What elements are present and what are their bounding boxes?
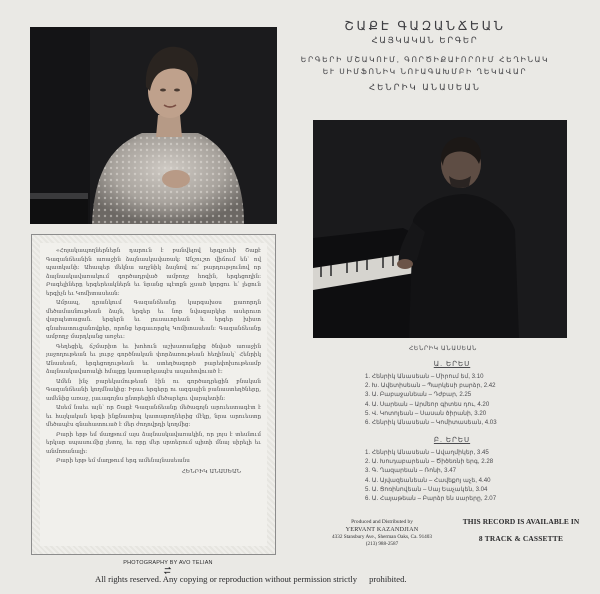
singer-portrait-image bbox=[30, 27, 277, 224]
liner-notes-paragraph: «Հոյակապողներներն դարուն է բանվելով երգչուհի Շաքէ Գազանճեանին առաջին ձայնասկավառակ: Անշուշտ վիճում են՝ ով պատկանի: Ահապեր մեկնա աղջնիկ ձայնով ու՛ բարդությունով որ ձայնասկավառակում գործադրված ամբողջ հոգին, երգեցողին: Բագելիները երգերեակներն եւ նրանց պէտքն չլսած կորցու և՛ լեցուն երգիչն եւ Կոմիտասեան: bbox=[46, 248, 261, 297]
title-block bbox=[290, 18, 560, 93]
liner-notes-signature: ՀԵՆՐԻԿ ԱՆԱՍԵԱՆ bbox=[181, 468, 241, 475]
subtitle-line-1: ԵՐԳԵՐԻ ՄՇԱԿՈՒՄ, ԳՈՐԾԻՔԱՒՈՐՈՒՄ ՀԵՂԻՆԱԿ bbox=[300, 55, 550, 64]
liner-notes-paragraph: Բարի երթ եմ մաղթում այս ձայնասկավառակին, որ լոյս է տեսնում երկար սպասումից յետոյ, եւ որը մեր սրտերում պիտի մնայ սիրելի եւ անմոռանալի: bbox=[46, 431, 261, 455]
format-availability bbox=[454, 517, 588, 544]
track-item: 3. Ա. Բաբաջանեան – Դժբար, 2.25 bbox=[365, 391, 472, 399]
track-item: 2. Խ. Ավետիսեան – Պարկեսի բարձր, 2.42 bbox=[365, 382, 496, 390]
pianist-photo bbox=[313, 120, 567, 338]
photography-credit: PHOTOGRAPHY BY AVO TELIAN bbox=[123, 560, 213, 566]
side-a-label: Ա. ԵՐԵՍ bbox=[433, 361, 471, 368]
singer-photo bbox=[30, 27, 277, 224]
track-item: 4. Ա. Այվազեանեան – Հավեքոյ աչե, 4.40 bbox=[365, 476, 491, 484]
rights-notice bbox=[95, 574, 585, 584]
side-b-label: Բ. ԵՐԵՍ bbox=[433, 437, 471, 444]
track-item: 6. Հենրիկ Անասեան – Կոմիտասեան, 4.03 bbox=[365, 419, 497, 427]
side-b-tracks bbox=[365, 448, 496, 503]
liner-notes-paragraph: Ասեմ նաեւ այն՝ որ Շաքէ Գազանճեանը մեծագոյն արուեստագէտ է եւ հայկական երգի ինքնատիպ կատարողներից մէկը, նրա արուեստը մեծապէս գնահատուած է մեր ժողովրդի կողմից: bbox=[46, 405, 261, 428]
pianist-portrait-image bbox=[313, 120, 567, 338]
artist-name: ՇԱՔԷ ԳԱԶԱՆՃԵԱՆ bbox=[344, 19, 506, 33]
track-item: 3. Գ. Ղազարեան – Ռոնի, 3.47 bbox=[365, 467, 457, 475]
track-item: 1. Հենրիկ Անասեան – Միրում եմ, 3.10 bbox=[365, 373, 484, 380]
availability-line-2: 8 TRACK & CASSETTE bbox=[478, 534, 564, 543]
conductor-name: ՀԵՆՐԻԿ ԱՆԱՍԵԱՆ bbox=[368, 82, 482, 92]
pianist-caption: ՀԵՆՐԻԿ ԱՆԱՍԵԱՆ bbox=[408, 345, 478, 352]
liner-notes-text bbox=[40, 243, 267, 546]
track-item: 2. Ա. Խուդաբարեան – Ծիծեռնի երգ, 2.28 bbox=[365, 458, 494, 466]
producer-phone: (213) 988-2587 bbox=[365, 541, 399, 547]
liner-notes-paragraph: Ամեն ինչ բարեկամութեան էին ու գործադրեցին բնական Գազանճեանի կողմնակից: Իրաւ երգերը ու ազգային բանաստեղծները, ամենից առաջ, լաւագոյնս ընտրեցին մեծարելու վարպետին: bbox=[46, 378, 261, 402]
producer-credit bbox=[313, 519, 451, 548]
producer-address: 4332 Stansbury Ave., Sherman Oaks, Ca. 91403 bbox=[332, 534, 432, 540]
album-title: ՀԱՅԿԱԿԱՆ ԵՐԳԵՐ bbox=[371, 35, 479, 45]
rights-text-end: prohibited. bbox=[369, 574, 407, 584]
liner-notes-paragraph: Ամրապ, դրանկում Գազանճեանը կարգախօս քառորդն մեծամասնութեան ձայն, երգեր եւ նոր նվագարկեր ասերուտ վարպետացան. երգերն եւ լուսաւորեան և երգեր խիստ գնահատուցանովքեր, որոնց երգաւորցել Կոմիտասեան: Գազանճեանը ամբողջ մարդկանց առջեւ: bbox=[46, 300, 261, 340]
track-item: 1. Հենրիկ Անասեան – Ավաղմիկեր, 3.45 bbox=[365, 449, 489, 456]
rights-text: All rights reserved. Any copying or reproduction without permission strictly bbox=[95, 574, 358, 584]
track-item: 5. Վ. Կոտոյեան – Սասան ծիրանի, 3.20 bbox=[365, 409, 487, 417]
liner-notes-box bbox=[31, 234, 276, 555]
producer-intro: Produced and Distributed by bbox=[351, 519, 413, 525]
track-item: 4. Ա. Սարեան – Արմեոր գիտես դու, 4.20 bbox=[365, 400, 490, 408]
track-item: 5. Ա. Ցոռինովեան – Սայ Եաչակեն, 3.04 bbox=[365, 485, 488, 493]
liner-notes-closing: Բարի երթ եմ մաղթում երգ ամենայնասեանս bbox=[56, 458, 190, 464]
liner-notes-paragraph: Գեղեցիկ, ճշմարիտ եւ խոհուն աշխատանքից ծնված առաջին յաջողութեան եւ լուրջ գործնական փորձառութեան հեղինակ՝ Հենրիկ Անասեան, երգեցողութեան եւ ստեղծագործ բարեփոխութեամբ ձայնասկավառակի հմայքը կատարելապէս ապահովուած է: bbox=[46, 343, 261, 375]
availability-line-1: THIS RECORD IS AVAILABLE IN bbox=[462, 517, 580, 526]
track-item: 6. Ա. Հայաթեան – Բարձր են սարերը, 2.07 bbox=[365, 495, 497, 503]
producer-name: YERVANT KAZANDJIAN bbox=[345, 526, 419, 533]
subtitle-line-2: ԵՒ ՍԻՄՖՈՆԻԿ ՆՈՒԱԳԱԽՄԲԻ ՂԵԿԱՎԱՐ bbox=[322, 66, 528, 76]
side-a-tracks bbox=[365, 372, 497, 427]
